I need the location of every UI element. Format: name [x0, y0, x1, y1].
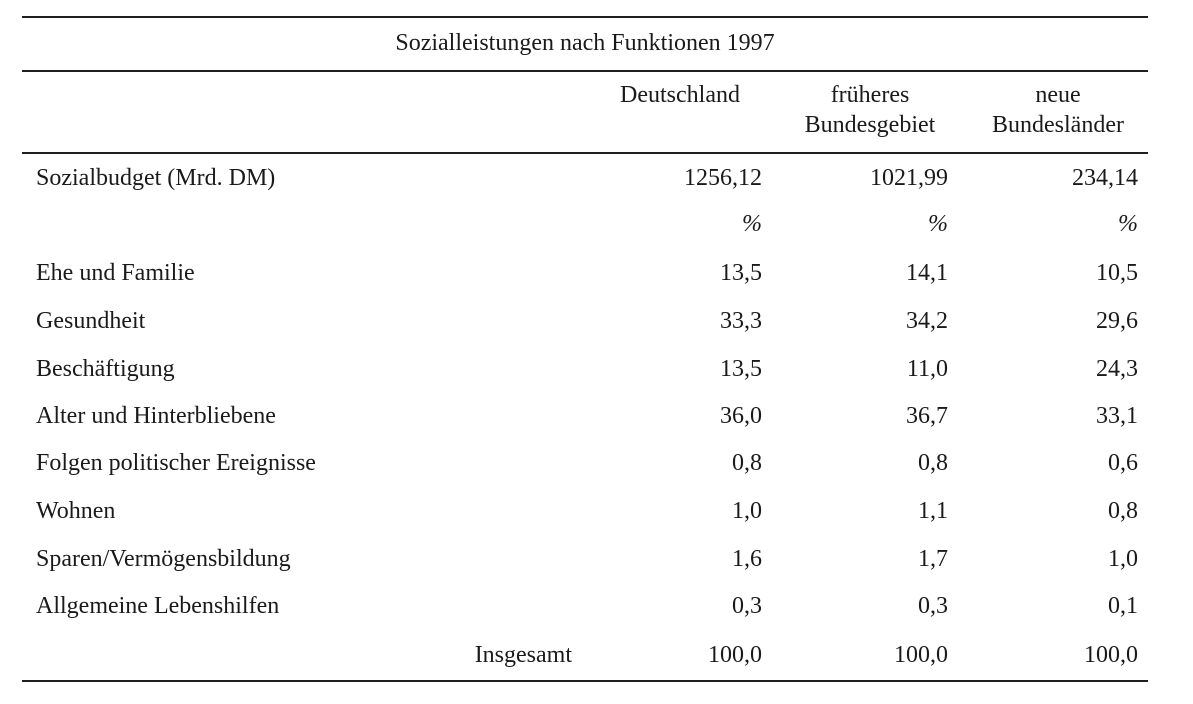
column-header-frueheres-bundesgebiet: [780, 80, 960, 140]
table-row: [0, 491, 1193, 531]
column-header-line: Bundesländer: [992, 112, 1124, 138]
row-label: Sparen/Vermögensbildung: [36, 546, 291, 572]
row-label: Gesundheit: [36, 308, 146, 334]
cell-deutschland: 100,0: [708, 642, 762, 668]
table-bottom-rule: [22, 680, 1148, 682]
column-header-deutschland: [590, 80, 770, 110]
cell-frueheres-bundesgebiet: 0,8: [918, 450, 948, 476]
table-row: [0, 539, 1193, 579]
cell-deutschland: 0,3: [732, 593, 762, 619]
table-row: [0, 253, 1193, 293]
cell-deutschland: 13,5: [720, 260, 762, 286]
unit-percent: %: [1118, 211, 1138, 237]
row-label: Alter und Hinterbliebene: [36, 403, 276, 429]
cell-frueheres-bundesgebiet: 1,7: [918, 546, 948, 572]
table-row-budget: [0, 158, 1193, 198]
cell-frueheres-bundesgebiet: 100,0: [894, 642, 948, 668]
row-label: Sozialbudget (Mrd. DM): [36, 165, 276, 191]
cell-neue-bundeslaender: 10,5: [1096, 260, 1138, 286]
cell-neue-bundeslaender: 234,14: [1072, 165, 1138, 191]
row-label: Folgen politischer Ereignisse: [36, 450, 316, 476]
table-row-total: [0, 635, 1193, 675]
total-label: Insgesamt: [474, 642, 572, 668]
row-label: Allgemeine Lebenshilfen: [36, 593, 280, 619]
cell-frueheres-bundesgebiet: 11,0: [906, 356, 948, 382]
column-header-line: Bundesgebiet: [804, 112, 936, 138]
column-header-line: Deutschland: [620, 82, 740, 108]
unit-percent: %: [928, 211, 948, 237]
header-separator-rule: [22, 152, 1148, 154]
table-row: [0, 349, 1193, 389]
table-row-unit: [0, 204, 1193, 244]
cell-frueheres-bundesgebiet: 36,7: [906, 403, 948, 429]
title-separator-rule: [22, 70, 1148, 72]
table-title: Sozialleistungen nach Funktionen 1997: [395, 30, 775, 56]
cell-neue-bundeslaender: 0,8: [1108, 498, 1138, 524]
cell-neue-bundeslaender: 0,6: [1108, 450, 1138, 476]
cell-neue-bundeslaender: 1,0: [1108, 546, 1138, 572]
cell-deutschland: 33,3: [720, 308, 762, 334]
row-label: Beschäftigung: [36, 356, 175, 382]
cell-frueheres-bundesgebiet: 34,2: [906, 308, 948, 334]
table-row: [0, 586, 1193, 626]
column-header-neue-bundeslaender: [968, 80, 1148, 140]
cell-deutschland: 13,5: [720, 356, 762, 382]
cell-neue-bundeslaender: 29,6: [1096, 308, 1138, 334]
cell-neue-bundeslaender: 24,3: [1096, 356, 1138, 382]
unit-percent: %: [742, 211, 762, 237]
column-header-line: früheres: [830, 82, 910, 108]
row-label: Ehe und Familie: [36, 260, 195, 286]
cell-neue-bundeslaender: 33,1: [1096, 403, 1138, 429]
cell-deutschland: 0,8: [732, 450, 762, 476]
cell-frueheres-bundesgebiet: 0,3: [918, 593, 948, 619]
cell-frueheres-bundesgebiet: 1021,99: [870, 165, 948, 191]
cell-neue-bundeslaender: 0,1: [1108, 593, 1138, 619]
table-row: [0, 301, 1193, 341]
cell-deutschland: 36,0: [720, 403, 762, 429]
cell-frueheres-bundesgebiet: 1,1: [918, 498, 948, 524]
row-label: Wohnen: [36, 498, 116, 524]
table-top-rule: [22, 16, 1148, 18]
cell-deutschland: 1,6: [732, 546, 762, 572]
cell-frueheres-bundesgebiet: 14,1: [906, 260, 948, 286]
column-header-line: neue: [1035, 82, 1081, 108]
table-row: [0, 396, 1193, 436]
cell-deutschland: 1256,12: [684, 165, 762, 191]
cell-neue-bundeslaender: 100,0: [1084, 642, 1138, 668]
table-row: [0, 443, 1193, 483]
cell-deutschland: 1,0: [732, 498, 762, 524]
